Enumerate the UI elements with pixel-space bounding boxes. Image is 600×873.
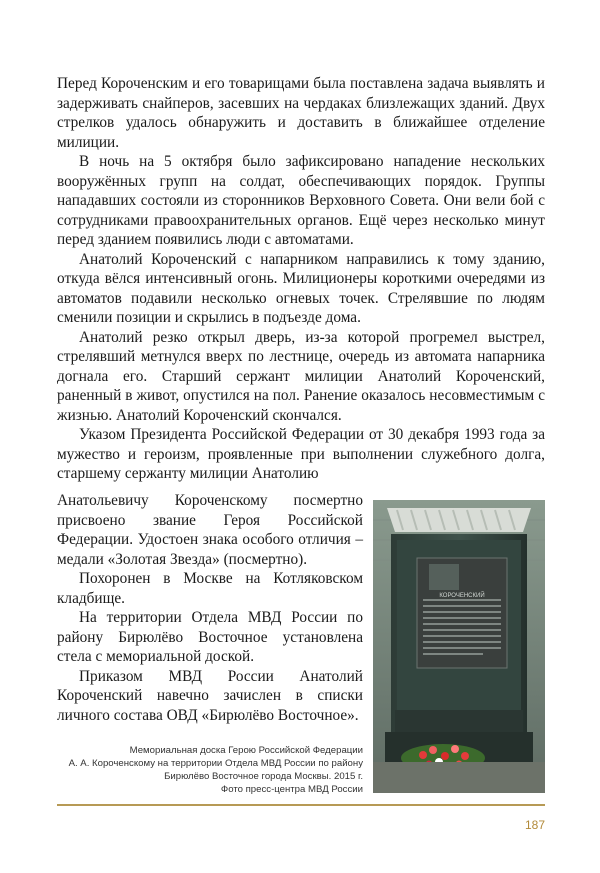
paragraph: Перед Короченским и его товарищами была поставлена задача выявлять и задерживать снайперов, засевших на чердаках близлежащих зданий. Двух стрелков удалось обнаружить и доставить в ближайшее отделение милиции. [57,75,545,151]
paragraph: В ночь на 5 октября было зафиксировано нападение нескольких вооружённых групп на солдат, обеспечивающих порядок. Группы нападавших состояли из сторонников Верховного Совета. Они вели бой с сотрудниками правоохранительных органов. Ещё через несколько минут перед зданием появились люди с автоматами. [57,153,545,248]
paragraph: Анатольевичу Короченскому посмертно присвоено звание Героя Российской Федерации. Удостоен знака особого отличия – медали «Золотая Звезда» (посмертно). [57,492,363,568]
wrapped-text [57,491,363,725]
photo-caption [57,744,363,796]
main-text [57,74,545,484]
paragraph: Приказом МВД России Анатолий Короченский навечно зачислен в списки личного состава ОВД «Бирюлёво Восточное». [57,667,363,724]
paragraph: Анатолий Короченский с напарником направились к тому зданию, откуда вёлся интенсивный огонь. Милиционеры короткими очередями из автоматов подавили несколько огневых точек. Стрелявшие по людям сменили позиции и скрылись в подъезде дома. [57,250,545,326]
memorial-stela-image [373,500,545,793]
caption-line: Мемориальная доска Герою Российской Федерации [129,745,363,756]
caption-line: А. А. Короченскому на территории Отдела МВД России по району [68,758,363,769]
paragraph: Похоронен в Москве на Котляковском кладбище. [57,570,363,607]
paragraph: Указом Президента Российской Федерации от 30 декабря 1993 года за мужество и героизм, проявленные при выполнении служебного долга, старшему сержанту милиции Анатолию [57,426,545,482]
plaque-heading: КОРОЧЕНСКИЙ [439,593,485,599]
memorial-photo [373,500,545,793]
footer-rule [57,804,545,806]
caption-line: Фото пресс-центра МВД России [220,784,363,795]
paragraph: На территории Отдела МВД России по району Бирюлёво Восточное установлена стела с мемориальной доской. [57,609,363,665]
page-number: 187 [524,818,545,832]
paragraph: Анатолий резко открыл дверь, из-за которой прогремел выстрел, стрелявший метнулся вверх по лестнице, очередь из автомата напарника догнала его. Старший сержант милиции Анатолий Короченский, раненный в живот, опустился на пол. Ранение оказалось несовместимым с жизнью. Анатолий Короченский скончался. [57,328,545,424]
caption-line: Бирюлёво Восточное города Москвы. 2015 г. [164,771,363,782]
